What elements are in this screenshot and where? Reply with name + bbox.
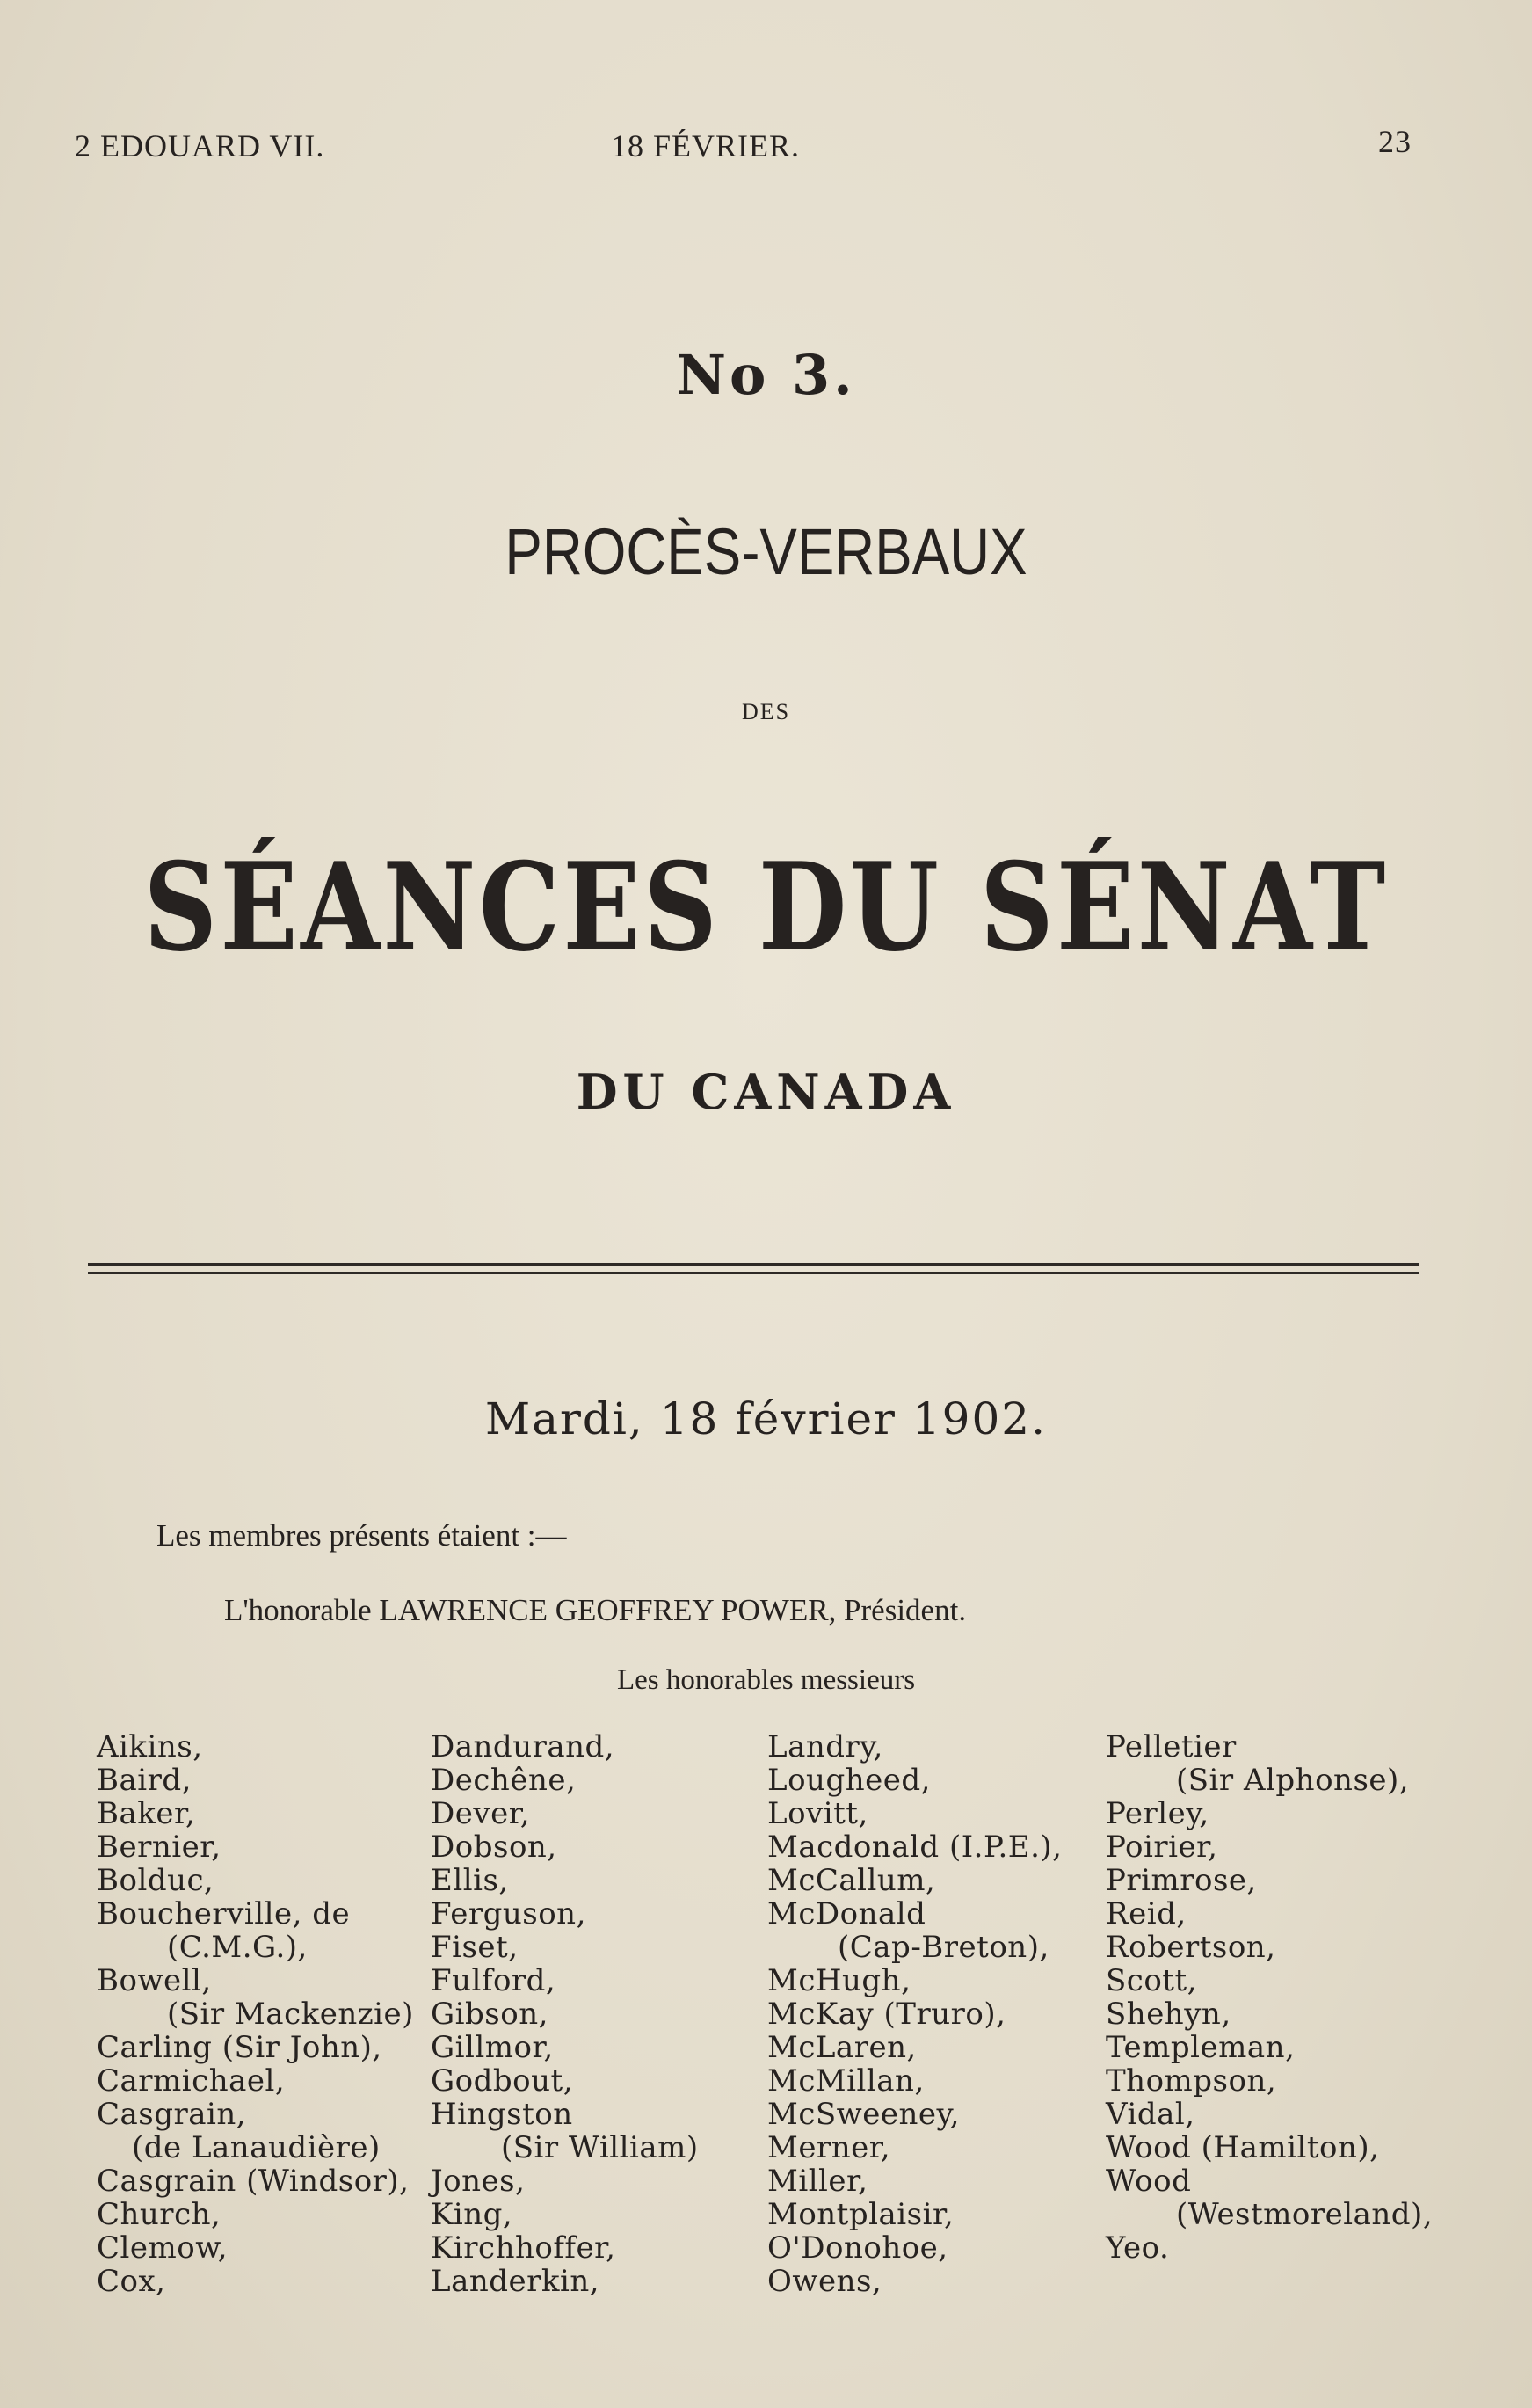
member-name: Scott, xyxy=(1106,1963,1197,1998)
issue-number: No 3. xyxy=(676,343,856,407)
president-line: L'honorable LAWRENCE GEOFFREY POWER, Président. xyxy=(224,1593,967,1627)
member-name: Shehyn, xyxy=(1106,1997,1231,2032)
member-name: Miller, xyxy=(767,2164,868,2199)
member-name: Baird, xyxy=(97,1763,192,1798)
member-name-continuation: (Sir William) xyxy=(501,2130,699,2165)
member-name: Primrose, xyxy=(1106,1863,1257,1898)
member-name: Landry, xyxy=(767,1729,883,1764)
member-name-continuation: (Sir Alphonse), xyxy=(1176,1763,1410,1798)
member-name-continuation: (Cap-Breton), xyxy=(838,1930,1049,1965)
member-name: Bolduc, xyxy=(97,1863,214,1898)
member-name: Merner, xyxy=(767,2130,891,2165)
member-name: Owens, xyxy=(767,2264,882,2299)
member-name: Baker, xyxy=(97,1796,196,1831)
member-name-continuation: (C.M.G.), xyxy=(167,1930,308,1965)
title-des: DES xyxy=(741,699,791,724)
member-name: McHugh, xyxy=(767,1963,911,1998)
member-name: Godbout, xyxy=(431,2063,573,2099)
member-name: McMillan, xyxy=(767,2063,925,2099)
member-name: Robertson, xyxy=(1106,1930,1276,1965)
member-name: Jones, xyxy=(431,2164,526,2199)
member-name: Cox, xyxy=(97,2264,166,2299)
member-name: King, xyxy=(431,2197,513,2232)
member-name: Boucherville, de xyxy=(97,1896,351,1931)
member-name: Reid, xyxy=(1106,1896,1187,1931)
members-present-intro: Les membres présents étaient :— xyxy=(156,1518,567,1553)
divider-rule xyxy=(88,1263,1419,1266)
member-name: Kirchhoffer, xyxy=(431,2230,616,2266)
member-name: Bowell, xyxy=(97,1963,212,1998)
title-seances-du-senat: SÉANCES DU SÉNAT xyxy=(143,835,1389,978)
member-name: Wood xyxy=(1106,2164,1192,2199)
members-column-1 xyxy=(97,1730,414,2298)
member-name: McLaren, xyxy=(767,2030,917,2065)
member-name: Bernier, xyxy=(97,1830,221,1865)
member-name: Dandurand, xyxy=(431,1729,615,1764)
page-number: 23 xyxy=(1378,124,1412,159)
member-name-continuation: (de Lanaudière) xyxy=(132,2130,381,2165)
member-name: Macdonald (I.P.E.), xyxy=(767,1830,1063,1865)
member-name: Hingston xyxy=(431,2097,573,2132)
member-name: Carmichael, xyxy=(97,2063,286,2099)
member-name: Templeman, xyxy=(1106,2030,1296,2065)
member-name: Poirier, xyxy=(1106,1830,1218,1865)
member-name: Clemow, xyxy=(97,2230,229,2266)
member-name: Dechêne, xyxy=(431,1763,577,1798)
member-name: McDonald xyxy=(767,1896,926,1931)
member-name: Gibson, xyxy=(431,1997,548,2032)
member-name: Lovitt, xyxy=(767,1796,868,1831)
member-name: Vidal, xyxy=(1106,2097,1195,2132)
session-date: Mardi, 18 février 1902. xyxy=(485,1393,1047,1444)
member-name: Dever, xyxy=(431,1796,531,1831)
title-proces-verbaux: PROCÈS-VERBAUX xyxy=(505,515,1027,588)
members-column-2 xyxy=(431,1730,699,2298)
title-du-canada: DU CANADA xyxy=(576,1064,956,1120)
member-name: Carling (Sir John), xyxy=(97,2030,382,2065)
member-name-continuation: (Westmoreland), xyxy=(1176,2197,1434,2232)
member-name: Ellis, xyxy=(431,1863,509,1898)
member-name: Perley, xyxy=(1106,1796,1209,1831)
member-name-continuation: (Sir Mackenzie) xyxy=(167,1997,414,2032)
member-name: Gillmor, xyxy=(431,2030,554,2065)
member-name: O'Donohoe, xyxy=(767,2230,948,2266)
divider-rule-thin xyxy=(88,1272,1419,1274)
member-name: Wood (Hamilton), xyxy=(1106,2130,1380,2165)
member-name: McSweeney, xyxy=(767,2097,961,2132)
member-name: Aikins, xyxy=(97,1729,203,1764)
member-name: Thompson, xyxy=(1106,2063,1277,2099)
member-name: Pelletier xyxy=(1106,1729,1237,1764)
member-name: Casgrain (Windsor), xyxy=(97,2164,410,2199)
members-column-4 xyxy=(1106,1730,1433,2265)
member-name: Montplaisir, xyxy=(767,2197,955,2232)
running-header-date: 18 FÉVRIER. xyxy=(611,128,801,164)
honorables-heading: Les honorables messieurs xyxy=(616,1664,916,1696)
member-name: Landerkin, xyxy=(431,2264,600,2299)
running-header-left: 2 EDOUARD VII. xyxy=(75,128,325,164)
member-name: Lougheed, xyxy=(767,1763,931,1798)
members-column-3 xyxy=(767,1730,1062,2298)
member-name: Dobson, xyxy=(431,1830,557,1865)
member-name: Fulford, xyxy=(431,1963,556,1998)
member-name: Casgrain, xyxy=(97,2097,247,2132)
member-name: McCallum, xyxy=(767,1863,936,1898)
member-name: McKay (Truro), xyxy=(767,1997,1006,2032)
member-name: Church, xyxy=(97,2197,221,2232)
member-name: Ferguson, xyxy=(431,1896,586,1931)
member-name: Fiset, xyxy=(431,1930,519,1965)
member-name: Yeo. xyxy=(1106,2230,1170,2266)
